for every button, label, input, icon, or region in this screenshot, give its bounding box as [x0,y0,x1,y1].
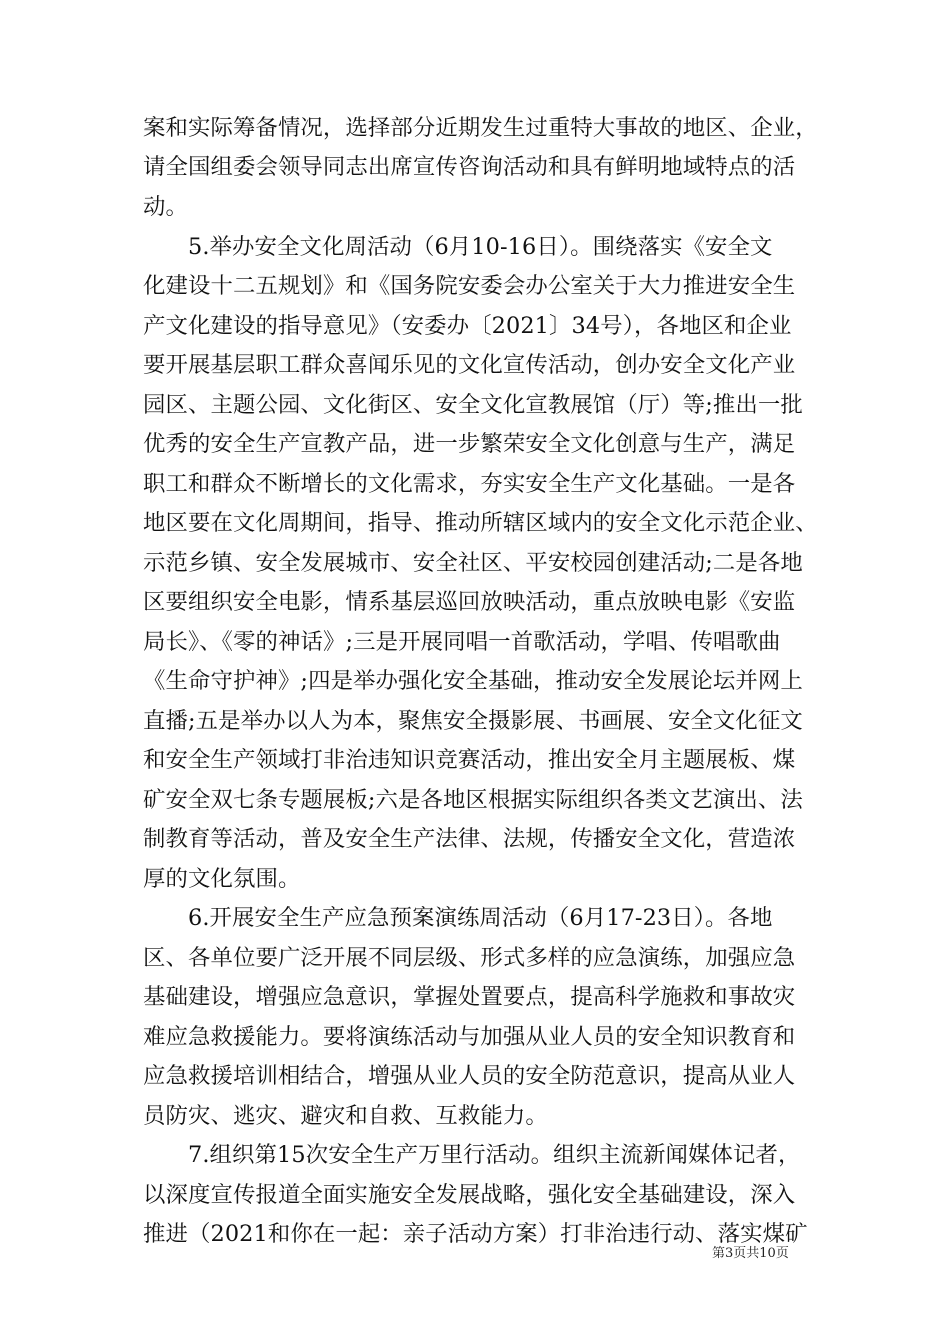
text-line: 区、各单位要广泛开展不同层级、形式多样的应急演练，加强应急 [143,945,796,971]
text-line: 7.组织第15次安全生产万里行活动。组织主流新闻媒体记者， [143,1142,801,1168]
text-line: 和安全生产领域打非治违知识竞赛活动，推出安全月主题展板、煤 [143,747,796,773]
text-line: 示范乡镇、安全发展城市、安全社区、平安校园创建活动;二是各地 [143,550,803,576]
text-line: 制教育等活动，普及安全生产法律、法规，传播安全文化，营造浓 [143,826,796,852]
text-line: 厚的文化氛围。 [143,866,301,892]
text-line: 局长》、《零的神话》;三是开展同唱一首歌活动，学唱、传唱歌曲 [143,629,781,655]
text-line: 化建设十二五规划》和《国务院安委会办公室关于大力推进安全生 [143,273,796,299]
text-line: 职工和群众不断增长的文化需求，夯实安全生产文化基础。一是各 [143,471,796,497]
page-number: 第3页共10页 [712,1246,789,1261]
text-line: 动。 [143,194,188,220]
text-line: 推进（2021和你在一起：亲子活动方案）打非治违行动、落实煤矿 [143,1221,808,1247]
text-line: 地区要在文化周期间，指导、推动所辖区域内的安全文化示范企业、 [143,510,818,536]
text-line: 直播;五是举办以人为本，聚焦安全摄影展、书画展、安全文化征文 [143,708,803,734]
text-line: 5.举办安全文化周活动（6月10-16日）。围绕落实《安全文 [143,234,773,260]
text-line: 《生命守护神》;四是举办强化安全基础，推动安全发展论坛并网上 [143,668,803,694]
text-line: 区要组织安全电影，情系基层巡回放映活动，重点放映电影《安监 [143,589,796,615]
text-line: 难应急救援能力。要将演练活动与加强从业人员的安全知识教育和 [143,1024,796,1050]
text-line: 请全国组委会领导同志出席宣传咨询活动和具有鲜明地域特点的活 [143,154,796,180]
text-line: 基础建设，增强应急意识，掌握处置要点，提高科学施救和事故灾 [143,984,796,1010]
text-line: 以深度宣传报道全面实施安全发展战略，强化安全基础建设，深入 [143,1182,796,1208]
text-line: 产文化建设的指导意见》（安委办〔2021〕34号），各地区和企业 [143,313,792,339]
text-line: 优秀的安全生产宣教产品，进一步繁荣安全文化创意与生产，满足 [143,431,796,457]
text-line: 要开展基层职工群众喜闻乐见的文化宣传活动，创办安全文化产业 [143,352,796,378]
text-line: 案和实际筹备情况，选择部分近期发生过重特大事故的地区、企业， [143,115,818,141]
text-line: 员防灾、逃灾、避灾和自救、互救能力。 [143,1103,548,1129]
text-line: 6.开展安全生产应急预案演练周活动（6月17-23日）。各地 [143,905,773,931]
text-line: 矿安全双七条专题展板;六是各地区根据实际组织各类文艺演出、法 [143,787,803,813]
text-line: 园区、主题公园、文化街区、安全文化宣教展馆（厅）等;推出一批 [143,392,803,418]
text-line: 应急救援培训相结合，增强从业人员的安全防范意识，提高从业人 [143,1063,796,1089]
